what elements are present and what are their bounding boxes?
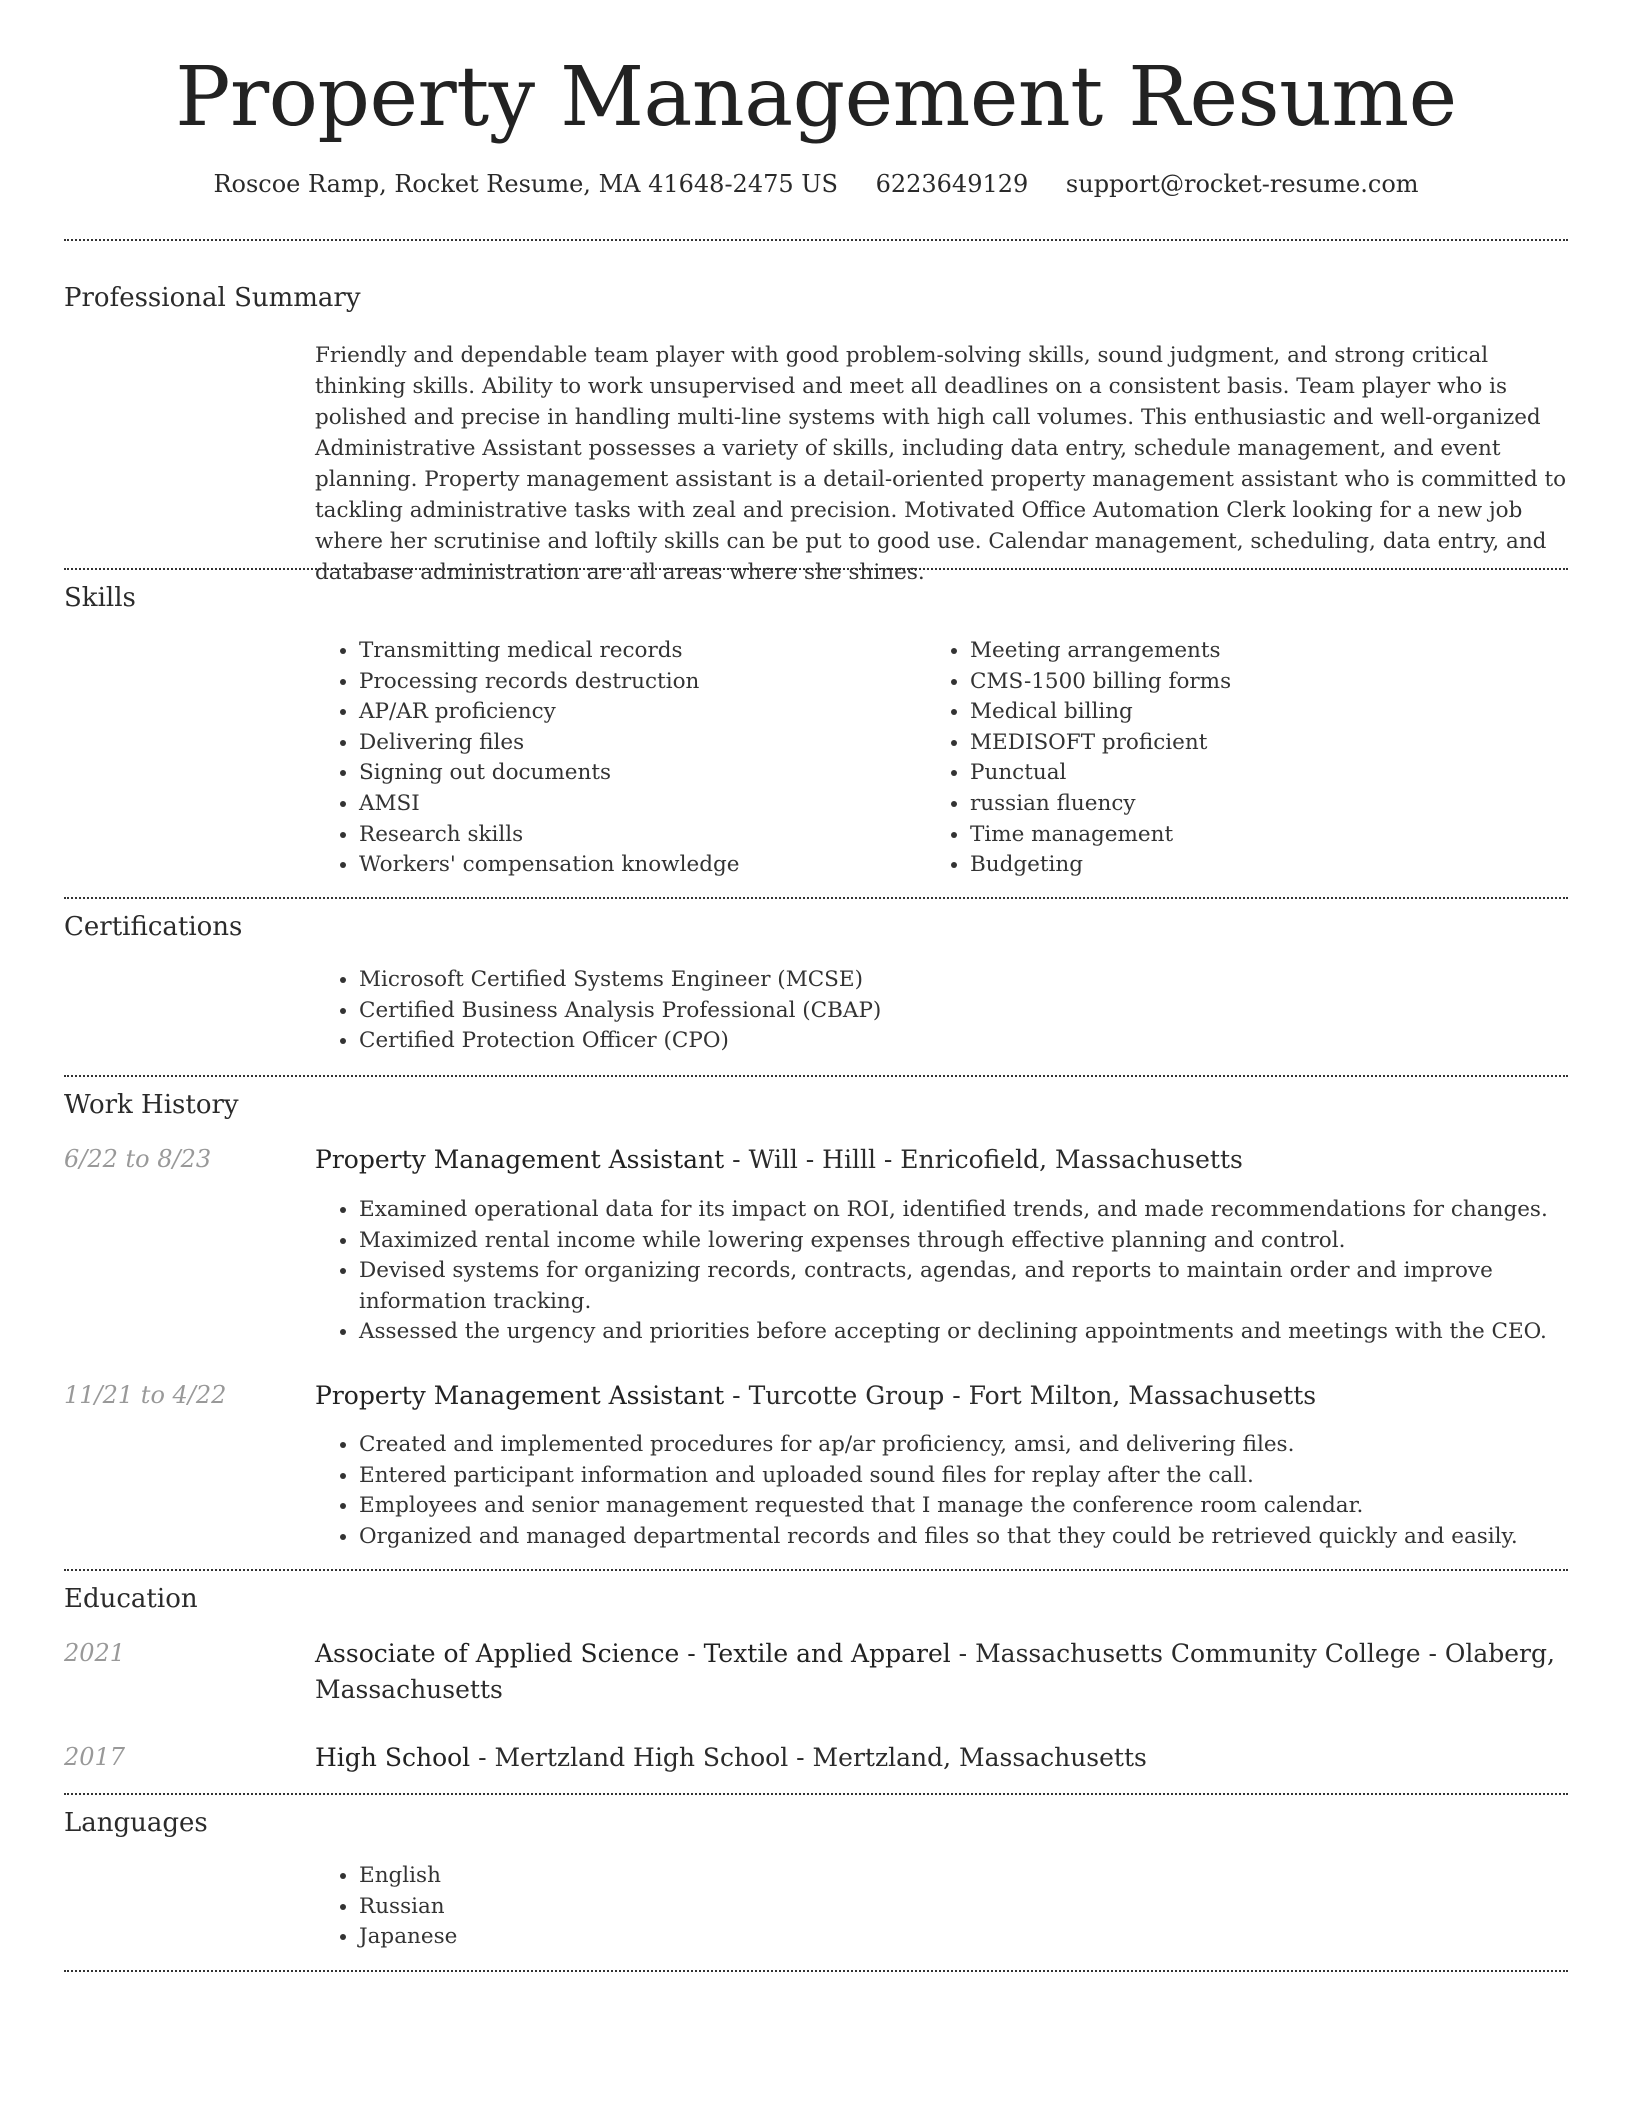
- list-item: • Devised systems for organizing records, contracts, agendas, and reports to maintain order and improve information tracking.: [359, 1256, 1569, 1317]
- list-item: • Research skills: [359, 820, 919, 851]
- education-degree: High School: [315, 1743, 471, 1772]
- education-school: - Massachusetts Community College - Olaberg, Massachusetts: [315, 1639, 1555, 1704]
- education-year: 2021: [64, 1639, 126, 1667]
- job-employer: - Will - Hilll - Enricofield, Massachusetts: [724, 1145, 1243, 1174]
- divider: [64, 1970, 1568, 1972]
- divider: [64, 239, 1568, 241]
- divider: [64, 568, 1568, 570]
- section-heading-summary: Professional Summary: [64, 283, 361, 313]
- list-item: • Examined operational data for its impact on ROI, identified trends, and made recommendations for changes.: [359, 1195, 1569, 1226]
- list-item: • English: [359, 1861, 959, 1892]
- list-item: • Delivering files: [359, 728, 919, 759]
- contact-address: Roscoe Ramp, Rocket Resume, MA 41648-2475 US: [213, 170, 838, 198]
- job-title: [315, 1378, 1570, 1414]
- job-bullets: [315, 1195, 1569, 1348]
- list-item: • Assessed the urgency and priorities before accepting or declining appointments and meetings with the CEO.: [359, 1317, 1569, 1348]
- list-item: • Meeting arrangements: [970, 636, 1570, 667]
- list-item: • Medical billing: [970, 697, 1570, 728]
- summary-text: Friendly and dependable team player with good problem-solving skills, sound judgment, and strong critical thinking skills. Ability to work unsupervised and meet all deadlines on a consistent basis. Team player who is polished and precise in handling multi-line systems with high call volumes. This enthusiastic and well-organized Administrative Assistant possesses a variety of skills, including data entry, schedule management, and event planning. Property management assistant is a detail-oriented property management assistant who is committed to tackling administrative tasks with zeal and precision. Motivated Office Automation Clerk looking for a new job where her scrutinise and loftily skills can be put to good use. Calendar management, scheduling, data entry, and database administration are all areas where she shines.: [315, 343, 1567, 585]
- list-item: • Time management: [970, 820, 1570, 851]
- contact-phone: 6223649129: [875, 170, 1029, 198]
- education-entry: [315, 1636, 1570, 1708]
- list-item: • Signing out documents: [359, 758, 919, 789]
- list-item: • CMS-1500 billing forms: [970, 667, 1570, 698]
- list-item: • Budgeting: [970, 850, 1570, 881]
- skills-list-right: [926, 636, 1570, 881]
- education-year: 2017: [64, 1743, 126, 1771]
- list-item: • Entered participant information and uploaded sound files for replay after the call.: [359, 1461, 1569, 1492]
- education-entry: [315, 1740, 1570, 1776]
- list-item: • MEDISOFT proficient: [970, 728, 1570, 759]
- certifications-list: [315, 965, 1559, 1057]
- section-heading-work-history: Work History: [64, 1090, 239, 1120]
- divider: [64, 1075, 1568, 1077]
- list-item: • AMSI: [359, 789, 919, 820]
- list-item: • Workers' compensation knowledge: [359, 850, 919, 881]
- section-heading-certifications: Certifications: [64, 912, 243, 942]
- section-heading-languages: Languages: [64, 1808, 208, 1838]
- list-item: • Maximized rental income while lowering expenses through effective planning and control.: [359, 1226, 1569, 1257]
- job-role: Property Management Assistant: [315, 1145, 725, 1174]
- list-item: • Created and implemented procedures for ap/ar proficiency, amsi, and delivering files.: [359, 1430, 1569, 1461]
- job-bullets: [315, 1430, 1569, 1552]
- resume-title: Property Management Resume: [175, 50, 1457, 145]
- job-dates: 11/21 to 4/22: [64, 1381, 227, 1409]
- job-role: Property Management Assistant: [315, 1381, 725, 1410]
- education-degree: Associate of Applied Science - Textile and Apparel: [315, 1639, 951, 1668]
- contact-line: [0, 170, 1632, 198]
- list-item: • AP/AR proficiency: [359, 697, 919, 728]
- list-item: • Processing records destruction: [359, 667, 919, 698]
- section-heading-skills: Skills: [64, 583, 136, 613]
- list-item: • Certified Business Analysis Professional (CBAP): [359, 996, 1559, 1027]
- list-item: • Employees and senior management requested that I manage the conference room calendar.: [359, 1491, 1569, 1522]
- list-item: • Punctual: [970, 758, 1570, 789]
- list-item: • Organized and managed departmental records and files so that they could be retrieved quickly and easily.: [359, 1522, 1569, 1553]
- divider: [64, 1569, 1568, 1571]
- contact-email: support@rocket-resume.com: [1065, 170, 1419, 198]
- list-item: • Microsoft Certified Systems Engineer (MCSE): [359, 965, 1559, 996]
- job-title: [315, 1142, 1570, 1178]
- list-item: • Transmitting medical records: [359, 636, 919, 667]
- list-item: • russian fluency: [970, 789, 1570, 820]
- section-heading-education: Education: [64, 1584, 198, 1614]
- list-item: • Japanese: [359, 1922, 959, 1953]
- education-school: - Mertzland High School - Mertzland, Massachusetts: [470, 1743, 1147, 1772]
- list-item: • Certified Protection Officer (CPO): [359, 1026, 1559, 1057]
- divider: [64, 1793, 1568, 1795]
- list-item: • Russian: [359, 1892, 959, 1923]
- job-employer: - Turcotte Group - Fort Milton, Massachusetts: [724, 1381, 1317, 1410]
- skills-list-left: [315, 636, 919, 881]
- job-dates: 6/22 to 8/23: [64, 1145, 212, 1173]
- divider: [64, 897, 1568, 899]
- languages-list: [315, 1861, 959, 1953]
